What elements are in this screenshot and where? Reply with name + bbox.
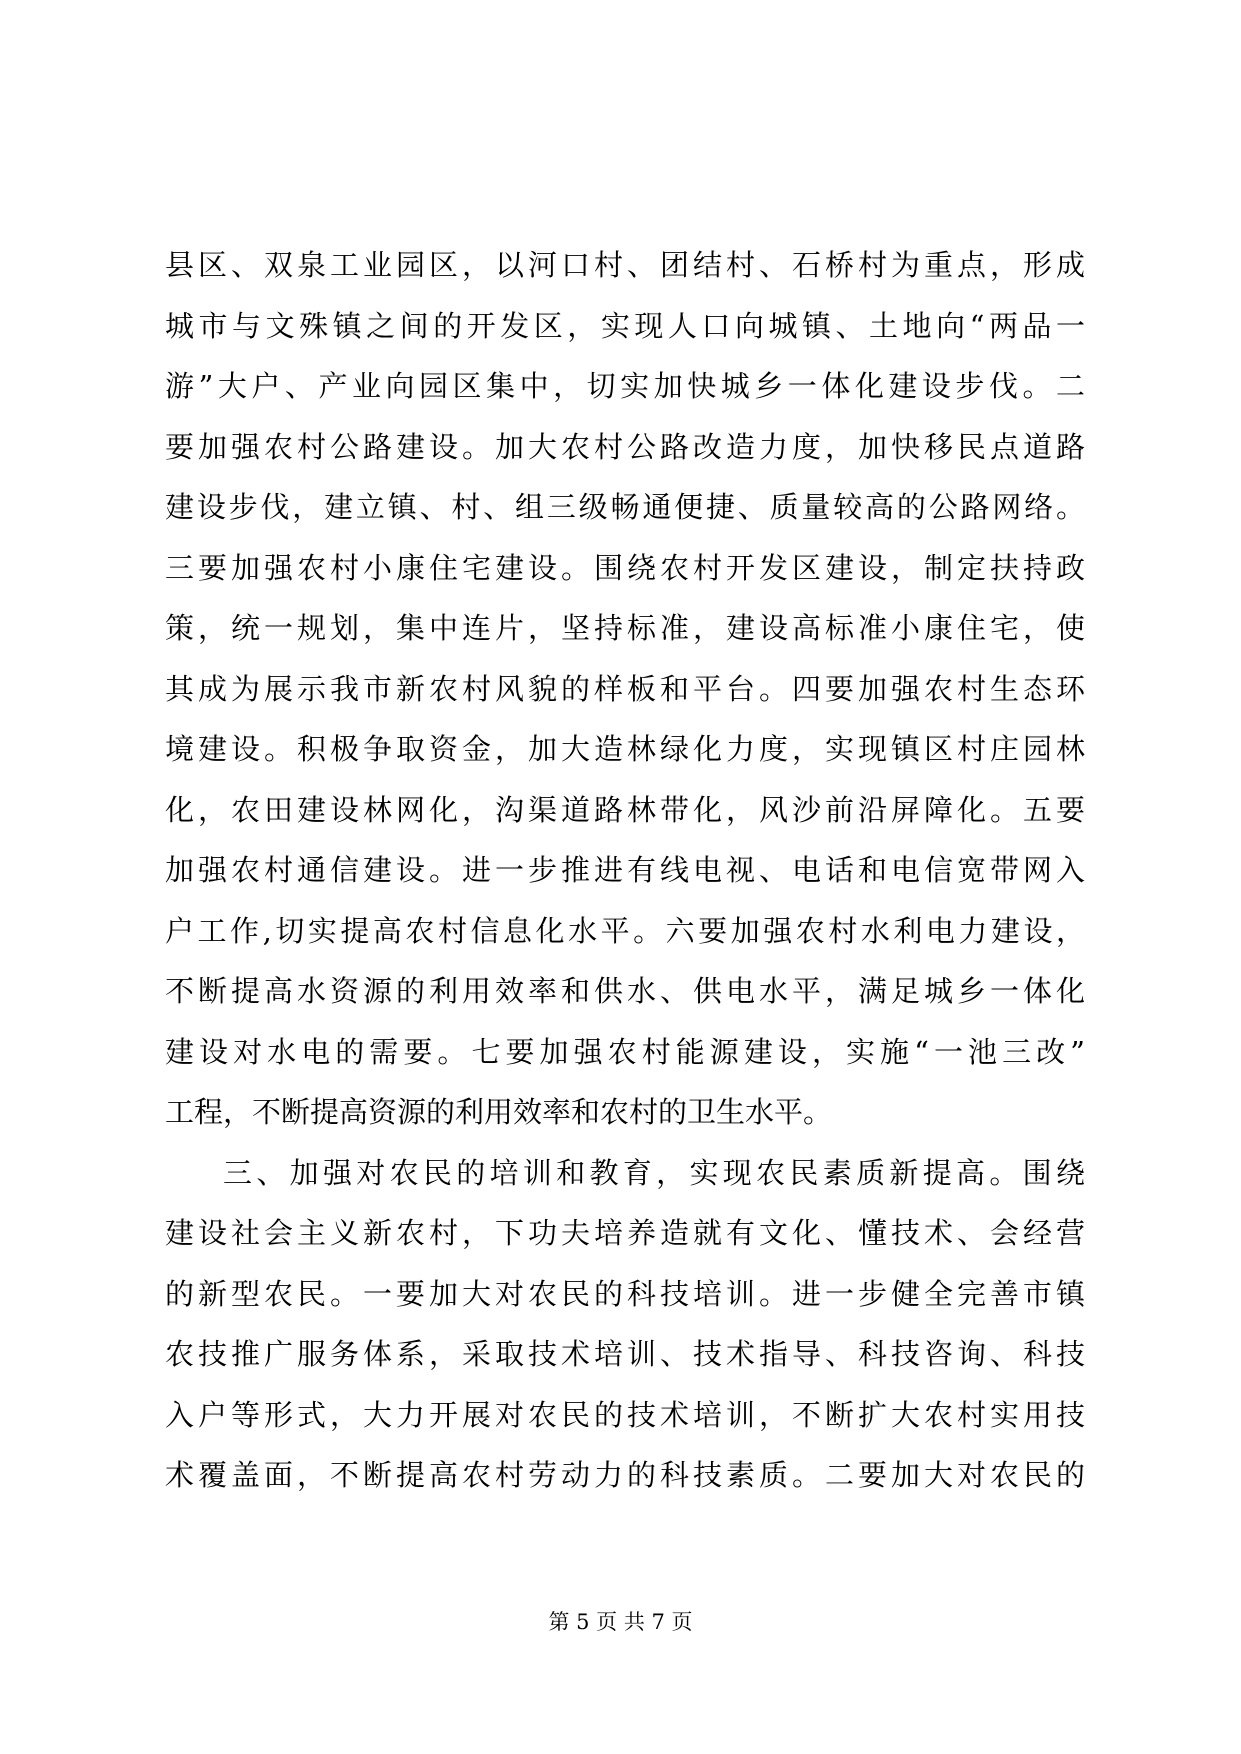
text-line-9: 境建设。积极争取资金，加大造林绿化力度，实现镇区村庄园林 <box>165 732 1085 766</box>
text-line-6: 三要加强农村小康住宅建设。围绕农村开发区建设，制定扶持政 <box>165 550 1085 585</box>
page-footer: 第 5 页 共 7 页 <box>548 1610 693 1634</box>
text-line-17: 建设社会主义新农村，下功夫培养造就有文化、懂技术、会经营 <box>165 1216 1085 1250</box>
text-line-5: 建设步伐，建立镇、村、组三级畅通便捷、质量较高的公路网络。 <box>165 490 1085 524</box>
text-line-15: 工程，不断提高资源的利用效率和农村的卫生水平。 <box>165 1095 833 1129</box>
text-line-20: 入户等形式，大力开展对农民的技术培训，不断扩大农村实用技 <box>165 1397 1085 1432</box>
text-line-8: 其成为展示我市新农村风貌的样板和平台。四要加强农村生态环 <box>165 671 1085 706</box>
text-line-19: 农技推广服务体系，采取技术培训、技术指导、科技咨询、科技 <box>165 1337 1085 1371</box>
text-line-21: 术覆盖面，不断提高农村劳动力的科技素质。二要加大对农民的 <box>165 1458 1085 1492</box>
text-line-18: 的新型农民。一要加大对农民的科技培训。进一步健全完善市镇 <box>165 1276 1085 1311</box>
text-line-2: 城市与文殊镇之间的开发区，实现人口向城镇、土地向“两品一 <box>165 308 1085 343</box>
text-line-7: 策，统一规划，集中连片，坚持标准，建设高标准小康住宅，使 <box>165 611 1085 645</box>
text-line-10: 化，农田建设林网化，沟渠道路林带化，风沙前沿屏障化。五要 <box>165 792 1085 827</box>
text-line-12: 户工作,切实提高农村信息化水平。六要加强农村水利电力建设， <box>165 913 1085 948</box>
text-line-16: 三、加强对农民的培训和教育，实现农民素质新提高。围绕 <box>223 1155 1085 1190</box>
text-line-4: 要加强农村公路建设。加大农村公路改造力度，加快移民点道路 <box>165 429 1085 464</box>
body-text <box>165 235 1085 1506</box>
text-line-14: 建设对水电的需要。七要加强农村能源建设，实施“一池三改” <box>165 1034 1085 1069</box>
text-line-1: 县区、双泉工业园区，以河口村、团结村、石桥村为重点，形成 <box>165 248 1085 282</box>
text-line-11: 加强农村通信建设。进一步推进有线电视、电话和电信宽带网入 <box>165 853 1085 887</box>
text-line-3: 游”大户、产业向园区集中，切实加快城乡一体化建设步伐。二 <box>165 369 1085 403</box>
text-line-13: 不断提高水资源的利用效率和供水、供电水平，满足城乡一体化 <box>165 974 1085 1008</box>
